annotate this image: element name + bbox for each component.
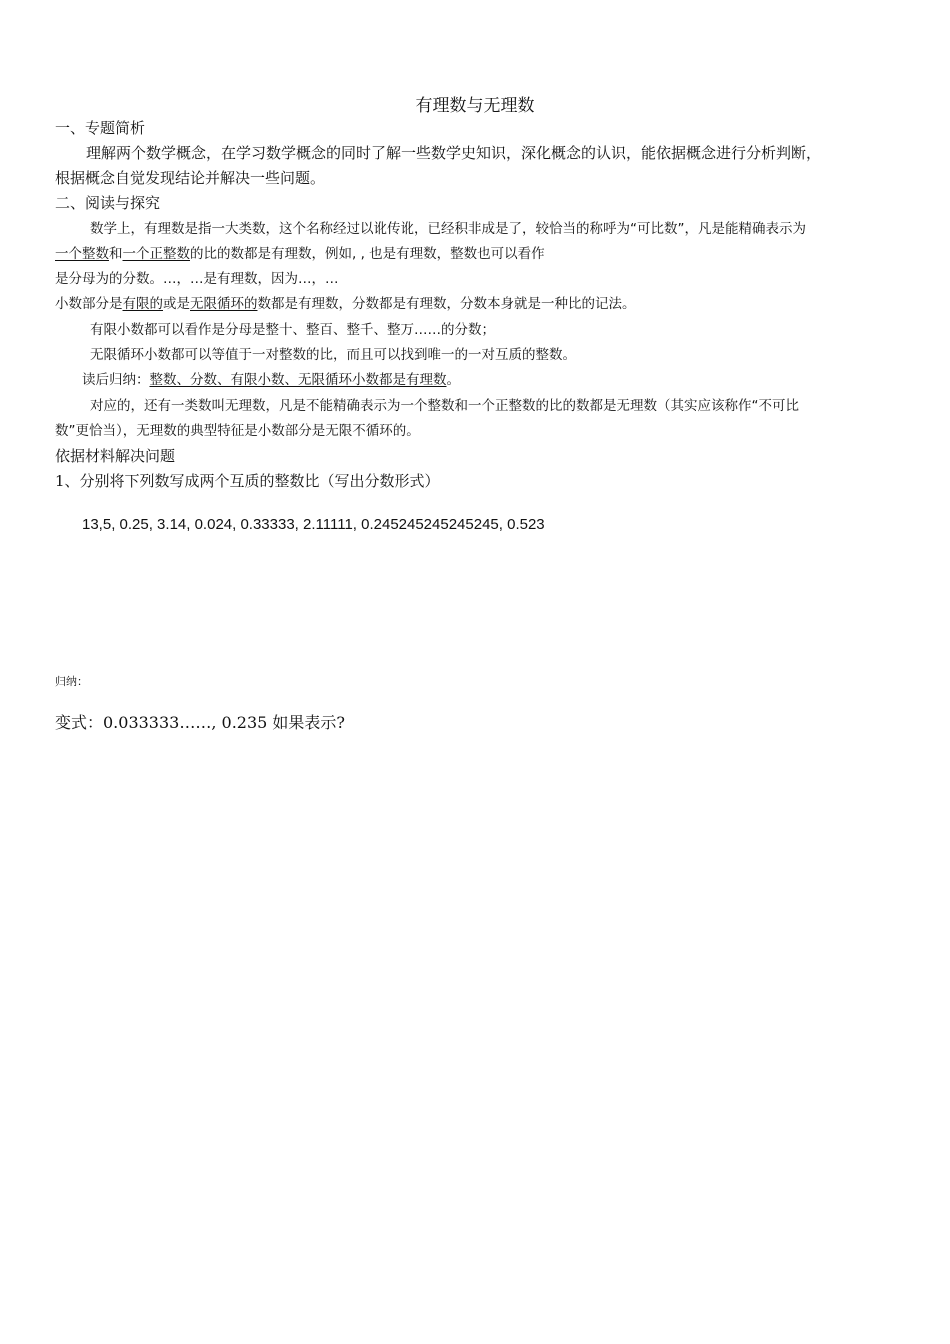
text-or: 或是 — [163, 296, 190, 312]
underlined-integer: 一个整数 — [55, 246, 109, 262]
intro-paragraph-line-2: 根据概念自觉发现结论并解决一些问题。 — [55, 169, 326, 187]
reading-paragraph-1-line-3: 是分母为的分数。…，…是有理数，因为…，… — [55, 271, 339, 287]
reading-summary — [82, 370, 460, 390]
reading-paragraph-1-line-2 — [55, 244, 545, 264]
text-rest: 数都是有理数，分数都是有理数，分数本身就是一种比的记法。 — [257, 296, 636, 312]
section-heading-reading: 二、阅读与探究 — [55, 194, 161, 212]
section-heading-problems: 依据材料解决问题 — [55, 447, 176, 465]
summary-label: 归纳： — [55, 675, 88, 688]
page-title: 有理数与无理数 — [415, 96, 535, 116]
reading-paragraph-3: 有限小数都可以看作是分母是整十、整百、整千、整万……的分数； — [90, 322, 495, 338]
underlined-repeating: 无限循环的 — [190, 296, 258, 312]
question-1-numbers: 13,5, 0.25, 3.14, 0.024, 0.33333, 2.11111, 0.245245245245245, 0.523 — [82, 516, 545, 533]
reading-paragraph-6-line-2: 数”更恰当），无理数的典型特征是小数部分是无限不循环的。 — [55, 423, 420, 439]
underlined-positive-integer: 一个正整数 — [122, 246, 190, 262]
summary-label: 读后归纳： — [82, 372, 150, 388]
variant-question: 变式：0.033333……, 0.235 如果表示? — [55, 713, 345, 732]
reading-paragraph-2 — [55, 294, 636, 314]
summary-end: 。 — [446, 372, 460, 388]
text-rest: 的比的数都是有理数，例如, , 也是有理数，整数也可以看作 — [190, 246, 545, 262]
reading-paragraph-1-line-1: 数学上，有理数是指一大类数，这个名称经过以讹传讹，已经积非成是了，较恰当的称呼为“可比数”，凡是能精确表示为 — [90, 221, 806, 237]
summary-underlined: 整数、分数、有限小数、无限循环小数都是有理数 — [149, 372, 447, 388]
reading-paragraph-6-line-1: 对应的，还有一类数叫无理数，凡是不能精确表示为一个整数和一个正整数的比的数都是无理数（其实应该称作“不可比 — [90, 398, 799, 414]
reading-paragraph-4: 无限循环小数都可以等值于一对整数的比，而且可以找到唯一的一对互质的整数。 — [90, 347, 576, 363]
text-pre: 小数部分是 — [55, 296, 123, 312]
section-heading-intro: 一、专题简析 — [55, 119, 146, 137]
underlined-finite: 有限的 — [122, 296, 163, 312]
intro-paragraph-line-1: 理解两个数学概念，在学习数学概念的同时了解一些数学史知识，深化概念的认识，能依据概念进行分析判断， — [86, 144, 822, 162]
question-1: 1、分别将下列数写成两个互质的整数比（写出分数形式） — [55, 472, 440, 490]
text-and: 和 — [109, 246, 123, 262]
